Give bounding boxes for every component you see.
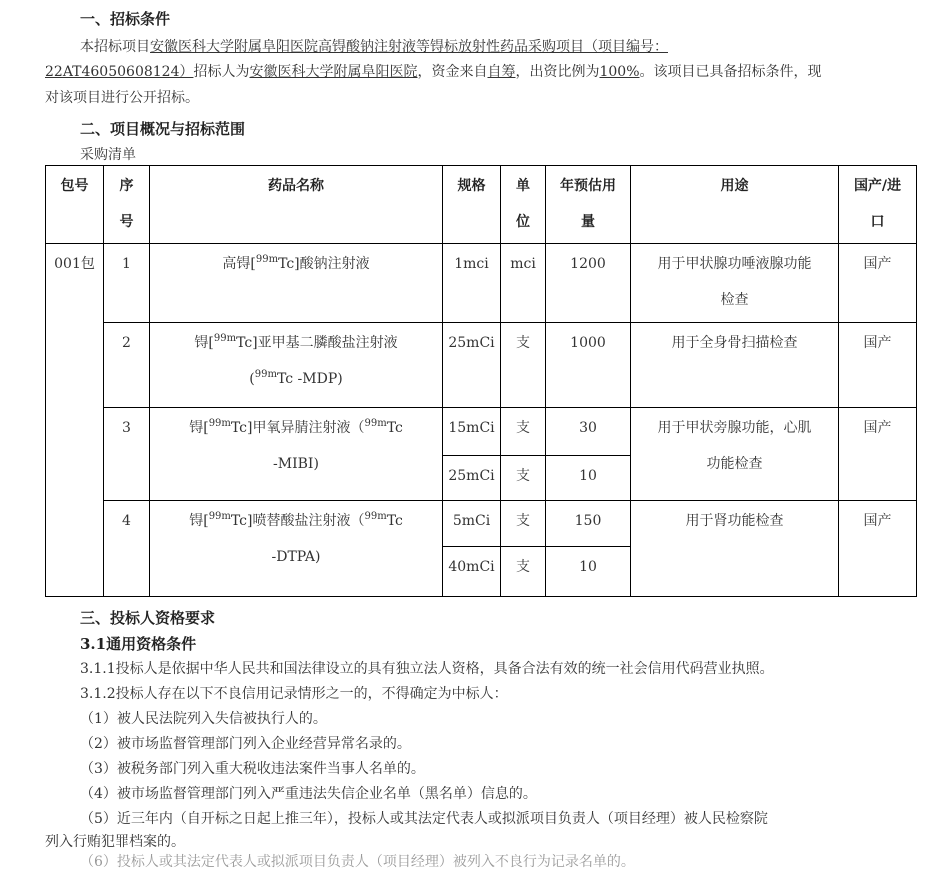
- row-qty: 1200: [546, 244, 631, 323]
- condition-item: （2）被市场监督管理部门列入企业经营异常名录的。: [80, 736, 411, 752]
- row-origin: 国产: [839, 501, 917, 597]
- section1-paragraph-line2: [45, 62, 822, 82]
- condition-item: （4）被市场监督管理部门列入严重违法失信企业名单（黑名单）信息的。: [80, 786, 537, 802]
- row-spec: 25mCi: [443, 323, 501, 408]
- project-name: 安徽医科大学附属阜阳医院高锝酸钠注射液等锝标放射性药品采购项目（项目编号：: [150, 39, 668, 55]
- package-number: 001包: [46, 244, 104, 597]
- condition-item: （1）被人民法院列入失信被执行人的。: [80, 711, 327, 727]
- section3-1-heading: 3.1通用资格条件: [80, 635, 197, 653]
- row-spec: 40mCi: [443, 547, 501, 597]
- row-unit: 支: [501, 456, 546, 501]
- procurement-list-title: 采购清单: [80, 147, 136, 163]
- header-package: 包号: [46, 166, 104, 244]
- row-seq: 4: [104, 501, 150, 597]
- row-drug-name: 锝[$^{99m}$Tc]喷替酸盐注射液（$^{99m}$Tc -DTPA): [150, 501, 443, 597]
- row-drug-name: 锝[$^{99m}$Tc]甲氧异腈注射液（$^{99m}$Tc -MIBI): [150, 408, 443, 501]
- section2-heading: 二、项目概况与招标范围: [80, 120, 246, 138]
- table-row: [46, 501, 917, 547]
- row-origin: 国产: [839, 323, 917, 408]
- condition-item: （5）近三年内（自开标之日起上推三年），投标人或其法定代表人或拟派项目负责人（项目经理）被人民检察院: [80, 811, 768, 827]
- row-spec: 1mci: [443, 244, 501, 323]
- row-qty: 1000: [546, 323, 631, 408]
- section1-paragraph-line3: 对该项目进行公开招标。: [45, 90, 199, 106]
- header-drug-name: 药品名称: [150, 166, 443, 244]
- section1-text-ratio-label: ，出资比例为: [515, 64, 600, 80]
- row-usage: 用于甲状旁腺功能，心肌 功能检查: [631, 408, 839, 501]
- row-drug-name: 高锝[$^{99m}$Tc]酸钠注射液: [150, 244, 443, 323]
- table-header-row: [46, 166, 917, 244]
- row-unit: mci: [501, 244, 546, 323]
- row-qty: 30: [546, 408, 631, 456]
- condition-item-continued: 列入行贿犯罪档案的。: [45, 834, 185, 850]
- row-spec: 25mCi: [443, 456, 501, 501]
- row-qty: 10: [546, 456, 631, 501]
- row-usage: 用于甲状腺功唾液腺功能 检查: [631, 244, 839, 323]
- row-unit: 支: [501, 501, 546, 547]
- condition-item-partial: （6）投标人或其法定代表人或拟派项目负责人（项目经理）被列入不良行为记录名单的。: [80, 854, 635, 870]
- section1-prefix: 本招标项目: [80, 39, 150, 55]
- row-seq: 1: [104, 244, 150, 323]
- row-unit: 支: [501, 547, 546, 597]
- row-origin: 国产: [839, 244, 917, 323]
- header-seq: 序 号: [104, 166, 150, 244]
- section1-heading: 一、招标条件: [80, 10, 171, 28]
- header-origin: 国产/进 口: [839, 166, 917, 244]
- row-spec: 5mCi: [443, 501, 501, 547]
- requirement-3-1-1: 3.1.1投标人是依据中华人民共和国法律设立的具有独立法人资格，具备合法有效的统一社会信用代码营业执照。: [80, 661, 774, 677]
- table-row: [46, 408, 917, 456]
- header-unit: 单 位: [501, 166, 546, 244]
- row-unit: 支: [501, 408, 546, 456]
- section1-text-tail: 。该项目已具备招标条件，现: [639, 64, 822, 80]
- fund-source: 自筹: [487, 64, 516, 80]
- header-usage: 用途: [631, 166, 839, 244]
- requirement-3-1-2: 3.1.2投标人存在以下不良信用记录情形之一的，不得确定为中标人：: [80, 686, 508, 702]
- procurement-table: [45, 165, 917, 597]
- section1-paragraph-line1: [80, 37, 668, 57]
- header-annual-qty: 年预估用 量: [546, 166, 631, 244]
- table-row: [46, 323, 917, 408]
- row-qty: 10: [546, 547, 631, 597]
- section1-text-fund-label: ，资金来自: [417, 64, 488, 80]
- table-row: [46, 244, 917, 323]
- project-code: 22AT46050608124）: [45, 64, 194, 80]
- row-usage: 用于肾功能检查: [631, 501, 839, 597]
- fund-ratio: 100%: [599, 64, 640, 80]
- tenderer-name: 安徽医科大学附属阜阳医院: [249, 64, 418, 80]
- row-seq: 3: [104, 408, 150, 501]
- section3-heading: 三、投标人资格要求: [80, 609, 216, 627]
- row-seq: 2: [104, 323, 150, 408]
- row-usage: 用于全身骨扫描检查: [631, 323, 839, 408]
- section1-text-tenderer-label: 招标人为: [193, 64, 250, 80]
- row-qty: 150: [546, 501, 631, 547]
- row-origin: 国产: [839, 408, 917, 501]
- cutoff-text-line: [0, 852, 942, 870]
- header-spec: 规格: [443, 166, 501, 244]
- row-unit: 支: [501, 323, 546, 408]
- row-spec: 15mCi: [443, 408, 501, 456]
- row-drug-name: 锝[$^{99m}$Tc]亚甲基二膦酸盐注射液 ($^{99m}$Tc -MDP): [150, 323, 443, 408]
- condition-item: （3）被税务部门列入重大税收违法案件当事人名单的。: [80, 761, 425, 777]
